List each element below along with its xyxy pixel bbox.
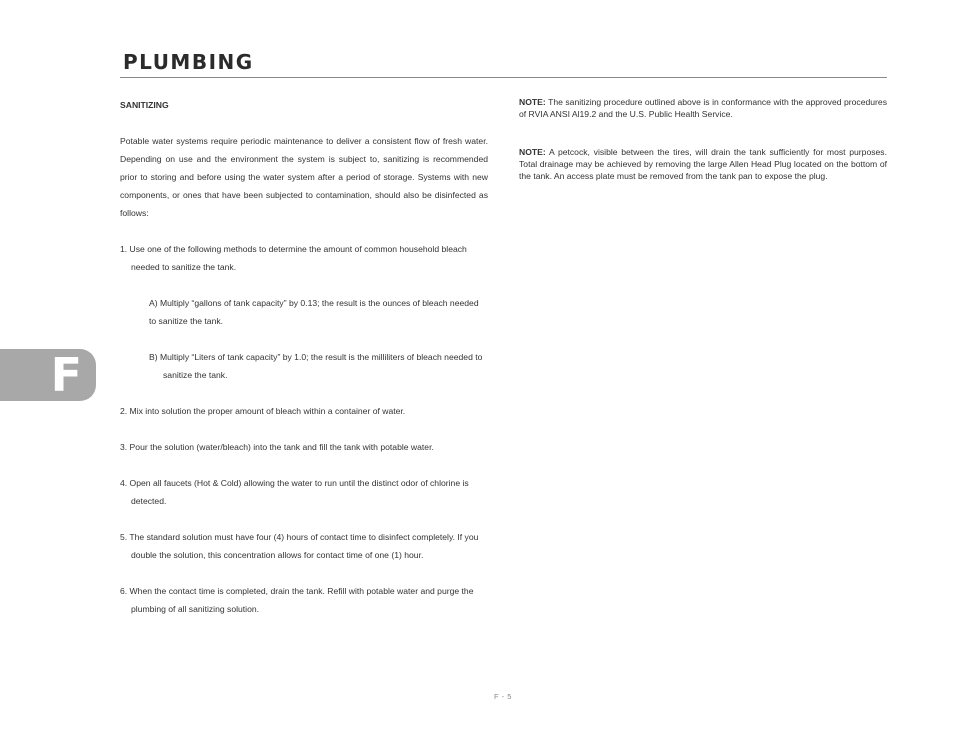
intro-paragraph: Potable water systems require periodic maintenance to deliver a consistent flow of fresh water. Depending on use and the environment the system is subject to, sanitizing is recommended prior to storing and before using the water system after a period of storage. Systems with new components, or ones that have been subjected to contamination, should also be disinfected as follows: <box>120 136 488 218</box>
step-2: 2. Mix into solution the proper amount of bleach within a container of water. <box>120 406 406 416</box>
note-label: NOTE: <box>519 97 546 107</box>
sanitizing-column <box>120 96 488 618</box>
section-tab-letter: F <box>50 348 82 402</box>
note-text: A petcock, visible between the tires, will drain the tank sufficiently for most purposes. Total drainage may be achieved by removing the large Allen Head Plug located on the bottom of the tank. An access plate must be removed from the tank pan to expose the plug. <box>519 147 887 181</box>
note-conformance <box>519 96 887 120</box>
note-label: NOTE: <box>519 147 546 157</box>
step-6: 6. When the contact time is completed, drain the tank. Refill with potable water and purge the plumbing of all sanitizing solution. <box>120 586 474 614</box>
note-text: The sanitizing procedure outlined above is in conformance with the approved procedures of RVIA ANSI Al19.2 and the U.S. Public Health Service. <box>519 97 887 119</box>
section-heading: SANITIZING <box>120 100 169 110</box>
section-tab <box>0 349 96 401</box>
step-1: 1. Use one of the following methods to determine the amount of common household bleach needed to sanitize the tank. <box>120 244 467 272</box>
title-divider <box>120 77 887 78</box>
step-1-option-b: B) Multiply “Liters of tank capacity” by 1.0; the result is the milliliters of bleach needed to sanitize the tank. <box>149 352 483 380</box>
note-drainage <box>519 146 887 182</box>
step-5: 5. The standard solution must have four (4) hours of contact time to disinfect completely. If you double the solution, this concentration allows for contact time of one (1) hour. <box>120 532 479 560</box>
page-number: F - 5 <box>494 692 512 701</box>
step-1-option-a: A) Multiply “gallons of tank capacity” by 0.13; the result is the ounces of bleach needed to sanitize the tank. <box>149 298 479 326</box>
step-3: 3. Pour the solution (water/bleach) into the tank and fill the tank with potable water. <box>120 442 434 452</box>
notes-column <box>519 96 887 208</box>
page-title: PLUMBING <box>123 50 254 74</box>
step-4: 4. Open all faucets (Hot & Cold) allowing the water to run until the distinct odor of chlorine is detected. <box>120 478 469 506</box>
